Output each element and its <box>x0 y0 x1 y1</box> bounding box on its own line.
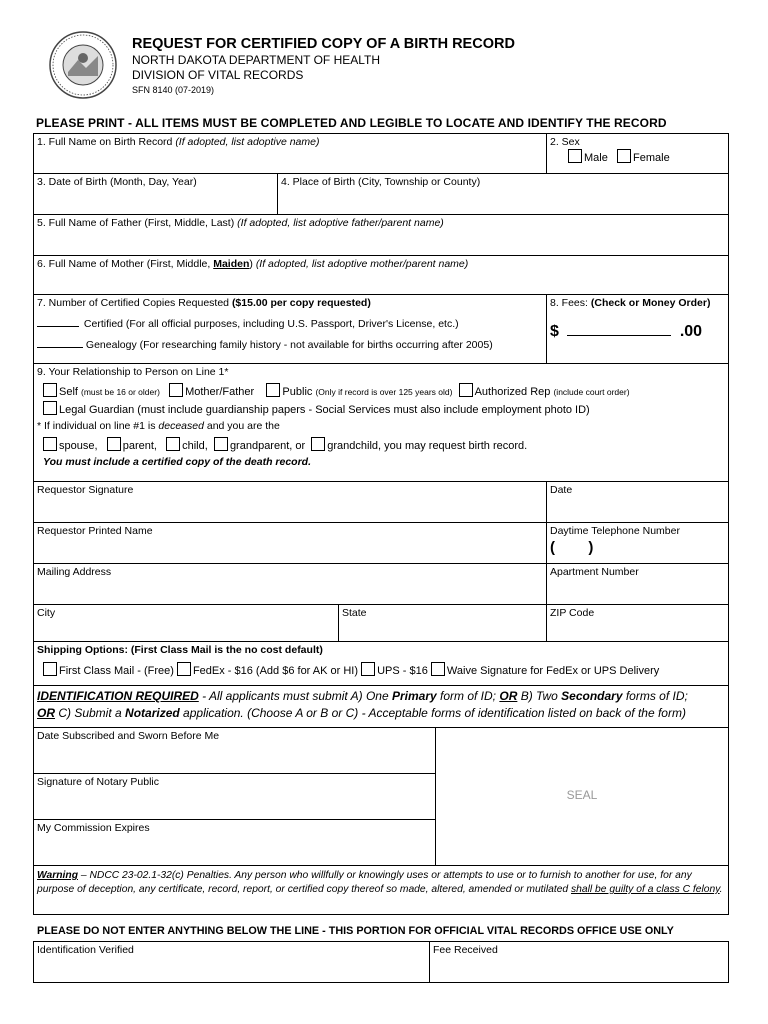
fees-payment-type: (Check or Money Order) <box>590 297 711 309</box>
mother-name-label: 6. Full Name of Mother (First, Middle, <box>37 258 214 270</box>
phone-field[interactable] <box>546 522 729 564</box>
male-label: Male <box>584 152 608 164</box>
fee-amount-input[interactable] <box>567 335 671 336</box>
certified-label: Certified (For all official purposes, including U.S. Passport, Driver's License, etc.) <box>83 318 459 330</box>
shipping-section <box>33 641 729 686</box>
or-label-1: OR <box>499 689 518 703</box>
deceased-note-b: deceased <box>158 420 204 432</box>
identification-text-2: form of ID; <box>436 689 500 703</box>
date-label: Date <box>550 484 573 496</box>
relationship-section <box>33 363 729 482</box>
warning-text: – NDCC 23-02.1-32(c) Penalties. Any person who willfully or knowingly uses or attempts to use or to furnish to another for use, for any purpose of deception, any certificate, record, report, or certified copy thereof so made, altered, amended or mutilated <box>37 870 692 895</box>
fee-received-label: Fee Received <box>433 944 498 956</box>
department-name: NORTH DAKOTA DEPARTMENT OF HEALTH <box>132 53 381 67</box>
commission-expires-field[interactable] <box>33 819 436 866</box>
authorized-rep-label: Authorized Rep <box>474 386 554 398</box>
mother-father-checkbox[interactable] <box>169 383 183 397</box>
requestor-signature-label: Requestor Signature <box>37 484 134 496</box>
deceased-note-c: and you are the <box>203 420 280 432</box>
grandparent-label: grandparent, or <box>229 440 306 452</box>
notary-seal-area <box>435 727 729 866</box>
copies-price: ($15.00 per copy requested) <box>231 297 371 309</box>
authorized-rep-checkbox[interactable] <box>459 383 473 397</box>
public-note: (Only if record is over 125 years old) <box>315 387 453 397</box>
form-number: SFN 8140 (07-2019) <box>132 85 215 95</box>
date-sworn-field[interactable] <box>33 727 436 774</box>
date-sworn-label: Date Subscribed and Sworn Before Me <box>37 730 220 742</box>
self-checkbox[interactable] <box>43 383 57 397</box>
fees-section <box>546 294 729 364</box>
requestor-name-field[interactable] <box>33 522 547 564</box>
self-label: Self <box>59 386 82 398</box>
mailing-address-label: Mailing Address <box>37 566 112 578</box>
notary-signature-label: Signature of Notary Public <box>37 776 159 788</box>
zip-label: ZIP Code <box>550 607 595 619</box>
date-field[interactable] <box>546 481 729 523</box>
waive-signature-label: Waive Signature for FedEx or UPS Delivery <box>446 665 660 677</box>
state-label: State <box>342 607 367 619</box>
authorized-rep-note: (include court order) <box>553 387 630 397</box>
child-checkbox[interactable] <box>166 437 180 451</box>
sex-label: 2. Sex <box>550 136 580 148</box>
mother-name-field[interactable] <box>33 255 729 295</box>
commission-expires-label: My Commission Expires <box>37 822 150 834</box>
genealogy-label: Genealogy (For researching family history - not available for births occurring after 2005) <box>85 339 493 351</box>
legal-guardian-checkbox[interactable] <box>43 401 57 415</box>
copies-label: 7. Number of Certified Copies Requested <box>37 297 232 309</box>
deceased-note-a: * If individual on line #1 is <box>37 420 159 432</box>
public-label: Public <box>282 386 316 398</box>
date-of-birth-label: 3. Date of Birth (Month, Day, Year) <box>37 176 197 188</box>
warning-section <box>33 865 729 915</box>
male-checkbox[interactable] <box>568 149 582 163</box>
phone-label: Daytime Telephone Number <box>550 525 680 537</box>
shipping-title: Shipping Options: (First Class Mail is the no cost default) <box>37 644 323 656</box>
identification-text-5: C) Submit a <box>55 706 126 720</box>
parent-label: parent, <box>122 440 157 452</box>
full-name-note: (If adopted, list adoptive name) <box>175 136 320 148</box>
office-use-notice: PLEASE DO NOT ENTER ANYTHING BELOW THE LINE - THIS PORTION FOR OFFICIAL VITAL RECORDS OFFICE USE ONLY <box>37 925 674 937</box>
grandchild-checkbox[interactable] <box>311 437 325 451</box>
identification-text-4: forms of ID; <box>622 689 688 703</box>
fee-received-field <box>429 941 729 983</box>
female-label: Female <box>633 152 670 164</box>
division-name: DIVISION OF VITAL RECORDS <box>132 68 304 82</box>
or-label-2: OR <box>37 706 55 720</box>
copies-requested-section <box>33 294 547 364</box>
female-checkbox[interactable] <box>617 149 631 163</box>
dollar-sign: $ <box>550 323 559 340</box>
ups-checkbox[interactable] <box>361 662 375 676</box>
print-instruction: PLEASE PRINT - ALL ITEMS MUST BE COMPLETED AND LEGIBLE TO LOCATE AND IDENTIFY THE RECORD <box>36 116 667 130</box>
mailing-address-field[interactable] <box>33 563 547 605</box>
public-checkbox[interactable] <box>266 383 280 397</box>
sex-field <box>546 133 729 174</box>
parent-checkbox[interactable] <box>107 437 121 451</box>
identification-heading: IDENTIFICATION REQUIRED <box>37 689 199 703</box>
phone-area-code: ( ) <box>550 539 594 556</box>
father-name-field[interactable] <box>33 214 729 256</box>
cents-label: .00 <box>679 323 703 340</box>
identification-verified-field <box>33 941 430 983</box>
child-label: child, <box>182 440 208 452</box>
fedex-checkbox[interactable] <box>177 662 191 676</box>
identification-text-6: application. (Choose A or B or C) - Acceptable forms of identification listed on back of the form) <box>179 706 686 720</box>
city-field[interactable] <box>33 604 339 642</box>
ups-label: UPS - $16 <box>377 665 428 677</box>
relationship-label: 9. Your Relationship to Person on Line 1* <box>37 366 229 378</box>
genealogy-count-input[interactable] <box>37 347 83 348</box>
warning-label: Warning <box>37 870 78 881</box>
form-title: REQUEST FOR CERTIFIED COPY OF A BIRTH RECORD <box>132 36 515 52</box>
apartment-field[interactable] <box>546 563 729 605</box>
fedex-label: FedEx - $16 (Add $6 for AK or HI) <box>192 665 359 677</box>
first-class-checkbox[interactable] <box>43 662 57 676</box>
death-record-note: You must include a certified copy of the death record. <box>43 456 311 468</box>
city-label: City <box>37 607 56 619</box>
father-name-note: (If adopted, list adoptive father/parent name) <box>237 217 444 229</box>
mother-name-note: (If adopted, list adoptive mother/parent name) <box>255 258 469 270</box>
state-field[interactable] <box>338 604 547 642</box>
first-class-label: First Class Mail - (Free) <box>59 665 174 677</box>
grandchild-label: grandchild, you may request birth record. <box>327 440 528 452</box>
date-of-birth-field[interactable] <box>33 173 278 215</box>
grandparent-checkbox[interactable] <box>214 437 228 451</box>
mother-name-label-end: ) <box>249 258 256 270</box>
primary-label: Primary <box>391 689 437 703</box>
requestor-name-label: Requestor Printed Name <box>37 525 153 537</box>
place-of-birth-label: 4. Place of Birth (City, Township or County) <box>281 176 481 188</box>
identification-section <box>33 685 729 728</box>
fees-label: 8. Fees: <box>550 297 591 309</box>
waive-signature-checkbox[interactable] <box>431 662 445 676</box>
full-name-label: 1. Full Name on Birth Record <box>37 136 176 148</box>
secondary-label: Secondary <box>561 689 623 703</box>
identification-verified-label: Identification Verified <box>37 944 134 956</box>
seal-label: SEAL <box>566 788 598 802</box>
requestor-signature-field[interactable] <box>33 481 547 523</box>
apartment-label: Apartment Number <box>550 566 639 578</box>
warning-period: . <box>719 884 723 895</box>
notary-signature-field[interactable] <box>33 773 436 820</box>
legal-guardian-label: Legal Guardian (must include guardianship papers - Social Services must also include employment photo ID) <box>59 404 590 416</box>
spouse-label: spouse, <box>59 440 98 452</box>
certified-count-input[interactable] <box>37 326 79 327</box>
mother-father-label: Mother/Father <box>185 386 255 398</box>
father-name-label: 5. Full Name of Father (First, Middle, Last) <box>37 217 238 229</box>
notarized-label: Notarized <box>125 706 180 720</box>
identification-text-1: - All applicants must submit A) One <box>198 689 392 703</box>
state-seal <box>48 30 118 100</box>
place-of-birth-field[interactable] <box>277 173 729 215</box>
spouse-checkbox[interactable] <box>43 437 57 451</box>
self-note: (must be 16 or older) <box>81 387 160 397</box>
full-name-field[interactable] <box>33 133 547 174</box>
identification-text-3: B) Two <box>517 689 562 703</box>
maiden-label: Maiden <box>213 258 250 270</box>
zip-field[interactable] <box>546 604 729 642</box>
warning-felony: shall be guilty of a class C felony <box>571 884 720 895</box>
